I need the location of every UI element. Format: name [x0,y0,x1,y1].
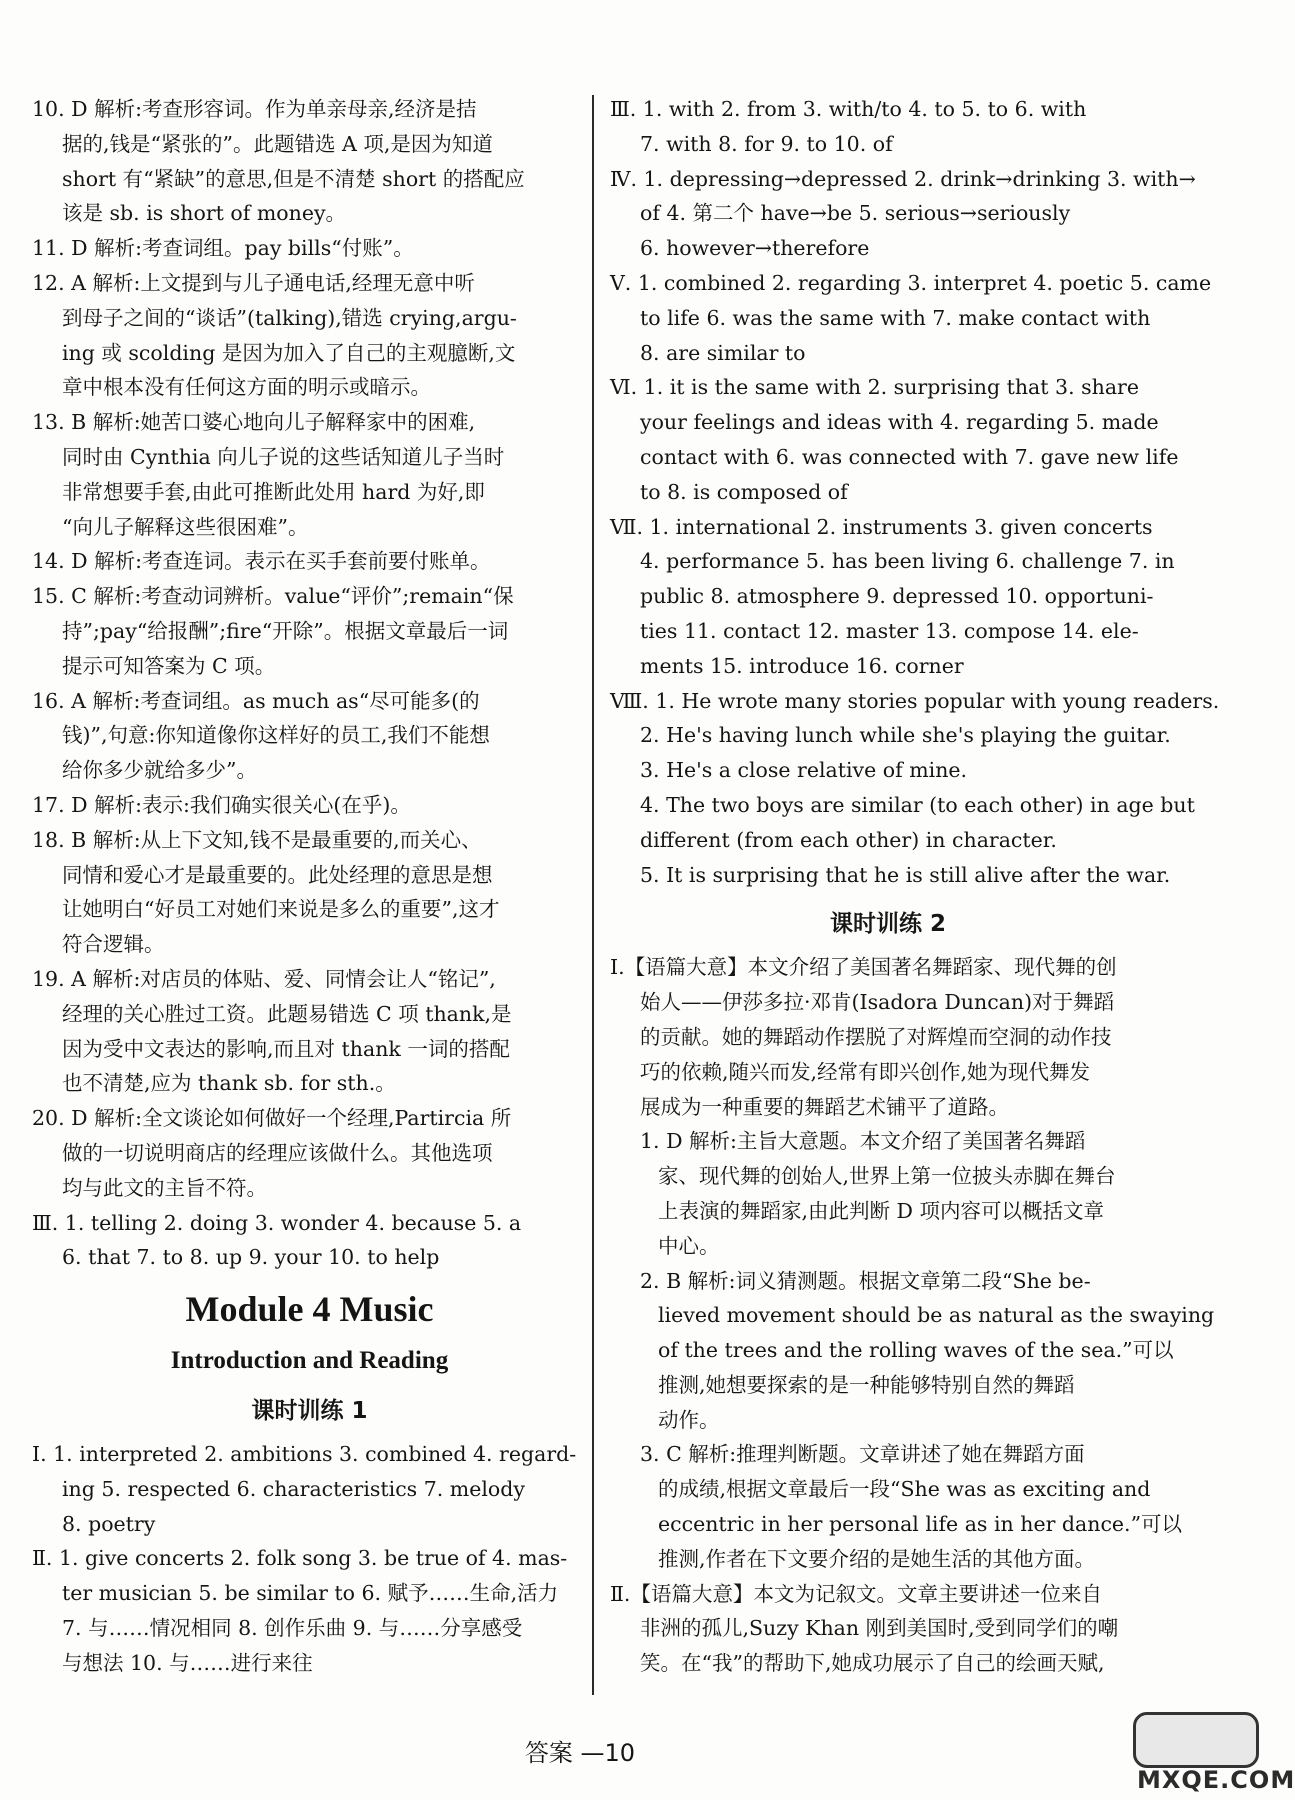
answer-line: 经理的关心胜过工资。此题易错选 C 项 thank,是 [62,1001,512,1026]
answer-line: of 4. 第二个 have→be 5. serious→seriously [640,201,1071,226]
answer-line: 的贡献。她的舞蹈动作摆脱了对辉煌而空洞的动作技 [640,1024,1112,1049]
lesson-title-2: 课时训练 2 [829,911,946,938]
answer-line: different (from each other) in character. [640,827,1057,852]
answer-line: 家、现代舞的创始人,世界上第一位披头赤脚在舞台 [658,1164,1116,1189]
answer-line: 动作。 [658,1407,720,1432]
answer-line: 与想法 10. 与……进行来往 [62,1650,313,1675]
answer-line: your feelings and ideas with 4. regarding 5. made [640,410,1159,435]
answer-line: Ⅰ.【语篇大意】本文介绍了美国著名舞蹈家、现代舞的创 [610,955,1117,980]
answer-line: 10. D 解析:考查形容词。作为单亲母亲,经济是拮 [32,97,477,121]
answer-line: 8. are similar to [640,340,806,365]
answer-line: 11. D 解析:考查词组。pay bills“付账”。 [32,236,414,261]
answer-line: 2. He's having lunch while she's playing the guitar. [640,723,1171,748]
answer-line: of the trees and the rolling waves of the sea.”可以 [658,1338,1174,1363]
answer-line: 13. B 解析:她苦口婆心地向儿子解释家中的困难, [32,410,476,435]
answer-line: 4. performance 5. has been living 6. challenge 7. in [640,549,1175,574]
answer-line: 给你多少就给多少”。 [62,758,257,783]
answer-line: ments 15. introduce 16. corner [640,653,964,678]
answer-line: ter musician 5. be similar to 6. 赋予……生命,活力 [62,1581,559,1606]
answer-line: to 8. is composed of [640,479,848,504]
answer-line: ing 5. respected 6. characteristics 7. melody [62,1476,525,1501]
answer-line: contact with 6. was connected with 7. gave new life [640,444,1179,469]
answer-line: 4. The two boys are similar (to each other) in age but [640,792,1195,817]
answer-line: 17. D 解析:表示:我们确实很关心(在乎)。 [32,792,411,817]
answer-line: Ⅱ.【语篇大意】本文为记叙文。文章主要讲述一位来自 [610,1581,1102,1606]
answer-line: 推测,作者在下文要介绍的是她生活的其他方面。 [658,1546,1096,1571]
answer-line: Ⅱ. 1. give concerts 2. folk song 3. be true of 4. mas- [32,1546,568,1571]
right-answers-before-lesson [610,92,1220,892]
lesson-title-1: 课时训练 1 [251,1398,368,1425]
answer-line: 让她明白“好员工对她们来说是多么的重要”,这才 [62,897,500,922]
right-answers-after-lesson [610,950,1215,1681]
answer-line: ties 11. contact 12. master 13. compose 14. ele- [640,618,1139,643]
answer-line: 上表演的舞蹈家,由此判断 D 项内容可以概括文章 [658,1198,1104,1223]
answer-line: “向儿子解释这些很困难”。 [62,514,309,539]
answer-line: 14. D 解析:考查连词。表示在买手套前要付账单。 [32,549,491,574]
answer-line: 章中根本没有任何这方面的明示或暗示。 [62,375,431,400]
answer-line: 笑。在“我”的帮助下,她成功展示了自己的绘画天赋, [640,1651,1105,1676]
answer-line: Ⅴ. 1. combined 2. regarding 3. interpret 4. poetic 5. came [610,270,1212,295]
answer-line: 6. however→therefore [640,236,870,261]
answer-line: 因为受中文表达的影响,而且对 thank 一词的搭配 [62,1036,510,1061]
answer-line: 巧的依赖,随兴而发,经常有即兴创作,她为现代舞发 [640,1059,1091,1084]
answer-line: 6. that 7. to 8. up 9. your 10. to help [62,1245,440,1270]
answer-line: 7. with 8. for 9. to 10. of [640,131,893,156]
answer-line: 中心。 [658,1233,720,1258]
answer-line: 非洲的孤儿,Suzy Khan 刚到美国时,受到同学们的嘲 [640,1616,1119,1641]
answer-line: 8. poetry [62,1511,156,1536]
answer-line: 持”;pay“给报酬”;fire“开除”。根据文章最后一词 [62,618,509,643]
right-column [610,92,1220,1681]
answer-line: 同时由 Cynthia 向儿子说的这些话知道儿子当时 [62,444,505,469]
answer-line: 也不清楚,应为 thank sb. for sth.。 [62,1071,396,1096]
answer-line: 提示可知答案为 C 项。 [62,653,276,678]
answer-line: 5. It is surprising that he is still alive after the war. [640,862,1171,887]
answer-line: short 有“紧缺”的意思,但是不清楚 short 的搭配应 [62,166,525,191]
answer-line: 16. A 解析:考查词组。as much as“尽可能多(的 [32,688,480,713]
answer-line: 非常想要手套,由此可推断此处用 hard 为好,即 [62,479,485,504]
answer-line: 2. B 解析:词义猜测题。根据文章第二段“She be- [640,1268,1091,1293]
answer-line: 做的一切说明商店的经理应该做什么。其他选项 [62,1140,493,1165]
answer-line: 展成为一种重要的舞蹈艺术铺平了道路。 [640,1094,1009,1119]
page-footer: 答案 —10 [524,1739,636,1767]
answer-line: 据的,钱是“紧张的”。此题错选 A 项,是因为知道 [62,131,493,156]
module-title: Module 4 Music [185,1289,434,1330]
answer-line: 19. A 解析:对店员的体贴、爱、同情会让人“铭记”, [32,966,496,991]
left-answers-after-module [32,1437,587,1681]
answer-line: 的成绩,根据文章最后一段“She was as exciting and [658,1477,1151,1502]
answer-line: Ⅵ. 1. it is the same with 2. surprising that 3. share [610,375,1139,400]
watermark-badge [1133,1712,1259,1768]
column-divider [592,95,594,1695]
answer-line: Ⅲ. 1. with 2. from 3. with/to 4. to 5. to 6. with [610,97,1087,121]
answer-line: eccentric in her personal life as in her dance.”可以 [658,1512,1183,1537]
answer-line: 该是 sb. is short of money。 [62,201,347,226]
watermark-site: MXQE.COM [1137,1766,1295,1794]
answer-line: Ⅲ. 1. telling 2. doing 3. wonder 4. because 5. a [32,1210,522,1235]
answer-line: 20. D 解析:全文谈论如何做好一个经理,Partircia 所 [32,1106,512,1131]
answer-line: Ⅶ. 1. international 2. instruments 3. given concerts [610,514,1153,539]
answer-line: 12. A 解析:上文提到与儿子通电话,经理无意中听 [32,270,475,295]
answer-line: 7. 与……情况相同 8. 创作乐曲 9. 与……分享感受 [62,1616,523,1641]
answer-line: 推测,她想要探索的是一种能够特别自然的舞蹈 [658,1372,1075,1397]
left-column [32,92,587,1681]
answer-line: 同情和爱心才是最重要的。此处经理的意思是想 [62,862,493,887]
section-title: Introduction and Reading [170,1347,449,1375]
answer-line: 1. D 解析:主旨大意题。本文介绍了美国著名舞蹈 [640,1129,1086,1154]
answer-line: Ⅳ. 1. depressing→depressed 2. drink→drinking 3. with→ [610,166,1196,191]
answer-line: 始人——伊莎多拉·邓肯(Isadora Duncan)对于舞蹈 [640,990,1115,1015]
answer-line: to life 6. was the same with 7. make contact with [640,305,1151,330]
answer-line: 均与此文的主旨不符。 [62,1175,267,1200]
left-answers-before-module [32,92,587,1275]
answer-line: ing 或 scolding 是因为加入了自己的主观臆断,文 [62,340,516,365]
answer-line: Ⅰ. 1. interpreted 2. ambitions 3. combined 4. regard- [32,1442,577,1467]
answer-line: 到母子之间的“谈话”(talking),错选 crying,argu- [62,305,517,330]
answer-line: 钱)”,句意:你知道像你这样好的员工,我们不能想 [62,723,490,748]
answer-line: public 8. atmosphere 9. depressed 10. opportuni- [640,584,1154,609]
answer-line: 15. C 解析:考查动词辨析。value“评价”;remain“保 [32,584,514,609]
answer-line: 3. C 解析:推理判断题。文章讲述了她在舞蹈方面 [640,1442,1085,1467]
answer-line: 18. B 解析:从上下文知,钱不是最重要的,而关心、 [32,827,482,852]
answer-line: 3. He's a close relative of mine. [640,758,968,783]
answer-line: 符合逻辑。 [62,932,165,957]
answer-line: lieved movement should be as natural as the swaying [658,1303,1215,1328]
watermark-logo [1133,1712,1295,1796]
answer-line: Ⅷ. 1. He wrote many stories popular with young readers. [610,688,1220,713]
